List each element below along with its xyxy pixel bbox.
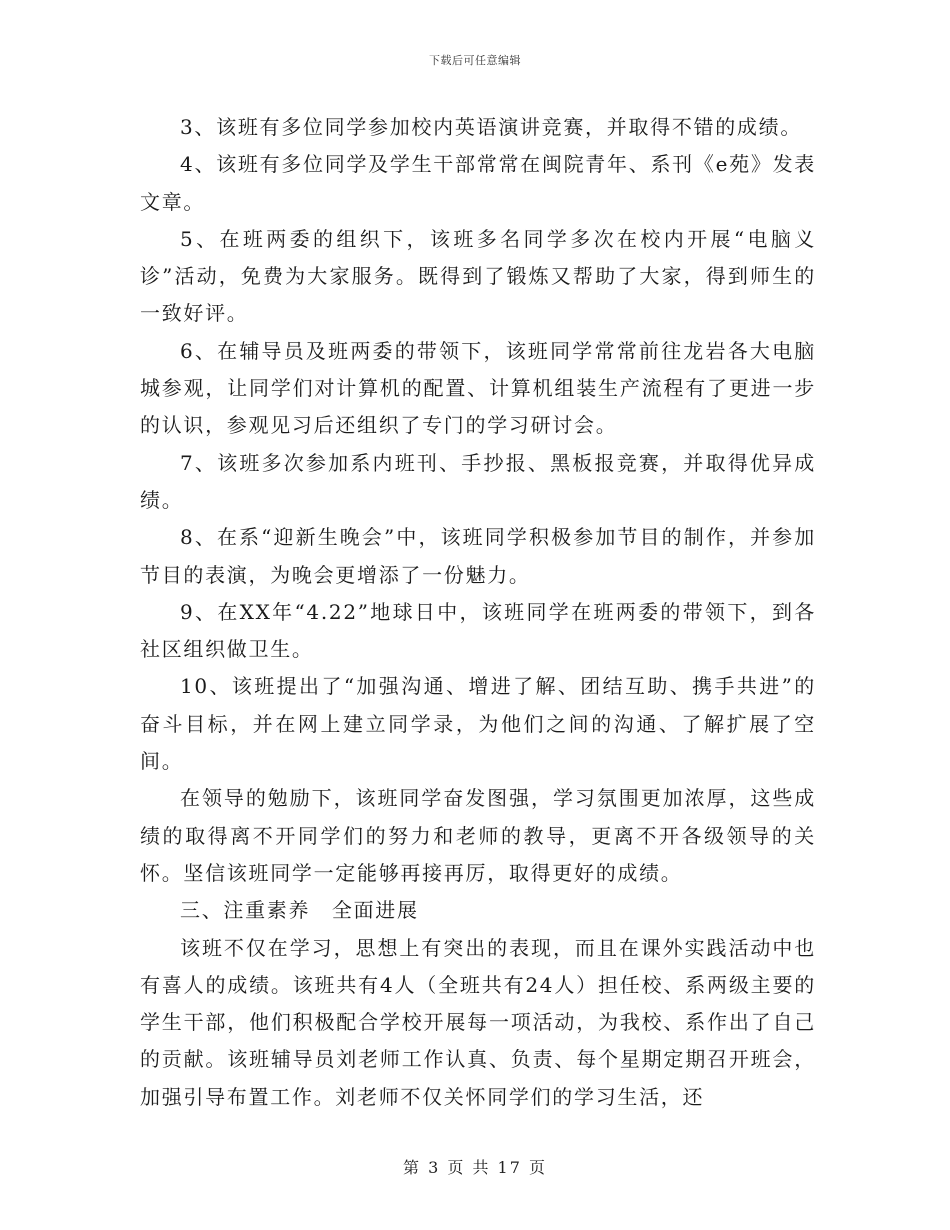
paragraph-item-9: 9、在XX年“4.22”地球日中，该班同学在班两委的带领下，到各社区组织做卫生。 [140,599,816,662]
paragraph-item-7: 7、该班多次参加系内班刊、手抄报、黑板报竞赛，并取得优异成绩。 [140,450,816,512]
paragraph-summary: 在领导的勉励下，该班同学奋发图强，学习氛围更加浓厚，这些成绩的取得离不开同学们的努力和老师的教导，更离不开各级领导的关怀。坚信该班同学一定能够再接再厉，取得更好的成绩。 [140,786,816,885]
paragraph-item-10: 10、该班提出了“加强沟通、增进了解、团结互助、携手共进”的奋斗目标，并在网上建立同学录，为他们之间的沟通、了解扩展了空间。 [140,674,816,774]
document-body [140,109,816,1116]
paragraph-section-body: 该班不仅在学习，思想上有突出的表现，而且在课外实践活动中也有喜人的成绩。该班共有4人（全班共有24人）担任校、系两级主要的学生干部，他们积极配合学校开展每一项活动，为我校、系作出了自己的贡献。该班辅导员刘老师工作认真、负责、每个星期定期召开班会，加强引导布置工作。刘老师不仅关怀同学们的学习生活，还 [140,935,816,1109]
paragraph-item-4: 4、该班有多位同学及学生干部常常在闽院青年、系刊《e苑》发表文章。 [140,152,816,214]
page-header: 下载后可任意编辑 [429,54,521,67]
paragraph-item-3: 3、该班有多位同学参加校内英语演讲竞赛，并取得不错的成绩。 [180,115,803,139]
page-footer: 第 3 页 共 17 页 [403,1158,547,1177]
section-heading: 三、注重素养 全面进展 [180,898,419,923]
paragraph-item-6: 6、在辅导员及班两委的带领下，该班同学常常前往龙岩各大电脑城参观，让同学们对计算机的配置、计算机组装生产流程有了更进一步的认识，参观见习后还组织了专门的学习研讨会。 [140,338,816,438]
paragraph-item-5: 5、在班两委的组织下，该班多名同学多次在校内开展“电脑义诊”活动，免费为大家服务。既得到了锻炼又帮助了大家，得到师生的一致好评。 [140,226,816,326]
paragraph-item-8: 8、在系“迎新生晚会”中，该班同学积极参加节目的制作，并参加节目的表演，为晚会更增添了一份魅力。 [140,525,816,587]
